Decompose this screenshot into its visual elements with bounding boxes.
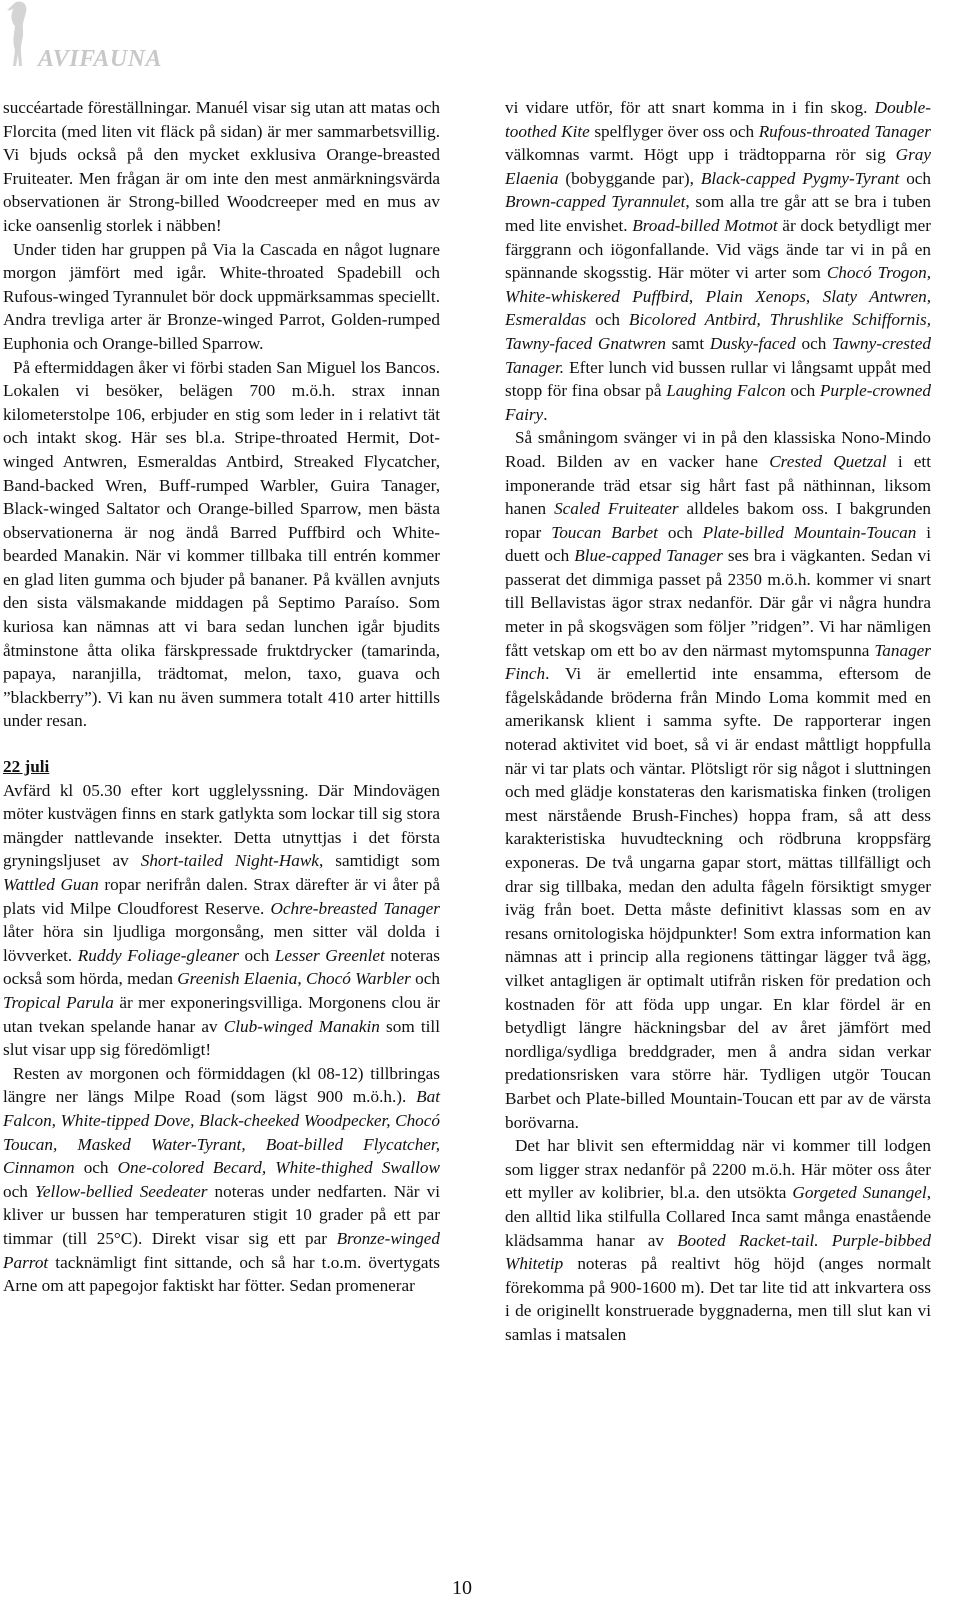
text-span: och <box>74 1158 118 1178</box>
page-header <box>0 0 960 80</box>
paragraph: På eftermiddagen åker vi förbi staden San Miguel los Bancos. Lokalen vi besöker, belägen 700 m.ö.h. strax innan kilometerstolpe 106, erbjuder en stig som leder in i relativt tät och intakt skog. Här ses bl.a. Stripe-throated Hermit, Dot-winged Antwren, Esmeraldas Antbird, Streaked Flycatcher, Band-backed Wren, Buff-rumped Warbler, Guira Tanager, Black-winged Saltator och Orange-billed Sparrow, men bästa observationerna är nog ändå Barred Puffbird och White-bearded Manakin. När vi kommer tillbaka till entrén kommer en glad liten gumma och bjuder på bananer. På kvällen avnjuts den sista välsmakande middagen på Septimo Paraíso. Som kuriosa kan nämnas att vi bara sedan lunchen igår bjudits åtminstone åtta olika färskpressade fruktdrycker (tamarinda, papaya, naranjilla, trädtomat, melon, taxo, guava och ”blackberry”). Vi kan nu även summera totalt 410 arter hittills under resan. <box>3 357 440 731</box>
text-span: ropar nerifrån dalen. Strax därefter är vi åter på plats vid Milpe Cloudforest Reserve. <box>3 875 441 918</box>
species-name: Yellow-bellied Seedeater <box>34 1181 208 1201</box>
species-name: Toucan Barbet <box>551 522 658 542</box>
text-span: och <box>586 310 629 330</box>
species-name: Ruddy Foliage-gleaner <box>77 945 239 965</box>
species-name: Gray Elaenia <box>505 145 931 188</box>
text-span: och <box>785 381 820 401</box>
text-span <box>819 1231 832 1250</box>
paragraph: succéartade föreställningar. Manuél visar sig utan att matas och Florcita (med liten vit fläck på sidan) är mer sammarbetsvillig. Vi bjuds också på den mycket exklusiva Orange-breasted Fruiteater. Men frågan är om inte den mest anmärkningsvärda observationen är Strong-billed Woodcreeper med en mus av icke oansenlig storlek i näbben! <box>3 98 440 235</box>
text-span: (bobyggande par), <box>558 168 701 188</box>
species-name: Chocó Trogon, White-whiskered Puffbird, Plain Xenops, Slaty Antwren, Esmeraldas <box>505 263 931 330</box>
text-span: . <box>543 404 548 424</box>
species-name: Chocó Warbler <box>305 969 411 989</box>
text-span: välkomnas varmt. Högt upp i trädtopparna rör sig <box>505 145 896 165</box>
species-name: Plate-billed Mountain-Toucan <box>702 522 917 542</box>
day-heading: 22 juli <box>3 757 50 777</box>
paragraph <box>3 779 440 1062</box>
page-number: 10 <box>452 1577 472 1599</box>
species-name: Purple-bibbed Whitetip <box>505 1230 932 1274</box>
paragraph <box>505 1134 931 1346</box>
text-span: vi vidare utför, för att snart komma in i fin skog. <box>505 98 875 117</box>
text-span: spelflyger över oss och <box>589 121 759 141</box>
text-span: är mer exponeringsvilliga. Morgonens clou är utan tvekan spelande hanar av <box>3 992 440 1036</box>
text-span: och <box>410 969 440 989</box>
text-span: och <box>795 333 832 353</box>
text-span: som till slut visar upp sig föredömligt! <box>3 1016 440 1060</box>
bird-silhouette-icon <box>6 0 32 80</box>
text-span: , som alla tre går att se bra i tuben med lite envishet. <box>505 192 931 235</box>
left-column <box>3 96 440 1298</box>
text-span: tacknämligt fint sittande, och så har t.o.m. övertygats Arne om att papegojor faktiskt har fötter. Sedan promenerar <box>3 1252 440 1296</box>
species-name: Bicolored Antbird, Thrushlike Schiffornis, Tawny-faced Gnatwren <box>505 310 931 353</box>
text-span: och <box>3 1181 35 1201</box>
species-name: Rufous-throated Tanager <box>758 121 932 141</box>
text-span: i duett och <box>505 522 932 566</box>
species-name: Crested Quetzal <box>769 451 887 471</box>
species-name: Wattled Guan <box>3 875 99 894</box>
text-span: och <box>899 168 932 188</box>
text-span: , den alltid lika stilfulla Collared Inca samt många enastående klädsamma hanar av <box>505 1183 931 1250</box>
right-column <box>505 96 931 1346</box>
text-span: noteras på realtivt hög höjd (anges normalt förekomma på 900-1600 m). Det tar lite tid att inkvartera oss i de originellt konstruerade byggnaderna, men till slut kan vi samlas i matsalen <box>505 1254 931 1344</box>
text-span: ses bra i vägkanten. Sedan vi passerat det dimmiga passet på 2350 m.ö.h. kommer vi snart till Bellavistas ägor strax nedanför. Där går vi några hundra meter in på skogsvägen som följer ”ridgen”. Vi har nämligen fått vetskap om ett bo av den närmast mytomspunna <box>505 546 932 660</box>
species-name: Lesser Greenlet <box>274 945 385 965</box>
species-name: Ochre-breasted Tanager <box>270 898 440 918</box>
species-name: Scaled Fruiteater <box>554 499 679 519</box>
text-span: , <box>297 969 306 989</box>
text-span: och <box>238 945 275 965</box>
paragraph <box>505 426 931 1134</box>
species-name: Short-tailed Night-Hawk <box>140 851 319 871</box>
species-name: Bat Falcon, White-tipped Dove, Black-cheeked Woodpecker, Chocó Toucan, Masked Water-Tyrant, Boat-billed Flycatcher, Cinnamon <box>3 1087 440 1178</box>
species-name: Purple-crowned Fairy <box>505 381 931 424</box>
text-span: Så småningom svänger vi in på den klassiska Nono-Mindo Road. Bilden av en vacker hane <box>505 428 931 471</box>
text-span: . Vi är emellertid inte ensamma, eftersom de fågelskådande bröderna från Mindo Loma kommit med en amerikansk klient i samma syfte. De rapporterar ingen noterad aktivitet vid boet, så vi är endast måttligt hoppfulla när vi tar plats och väntar. Plötsligt rör sig något i sluttningen och med glädje konstateras den karismatiska finken (troligen mest närstående Brush-Finches) hoppa fram, så att dess karakteristiska huvudteckning och rödbruna kroppsfärg exponeras. De två ungarna gapar stort, mättas tillfälligt och drar sig tillbaka, medan den adulta fågeln försiktigt smyger iväg från boet. Detta måste definitivt klassas som en av resans ornitologiska höjdpunkter! Som extra information kan nämnas att i princip alla regionens tättingar lägger två ägg, vilket antagligen är optimalt utifrån risken för predation och kostnaden för att föda upp ungar. En klar fördel är en betydligt längre häckningsbar del av året jämfört med nordliga/sydliga breddgrader, men å andra sidan verkar predationsrisken vara större här. Tydligen utgör Toucan Barbet och Plate-billed Mountain-Toucan ett par av de värsta borövarna. <box>505 664 931 1132</box>
species-name: Tawny-crested Tanager. <box>505 333 931 377</box>
text-span: samt <box>666 333 710 353</box>
text-span: Det har blivit sen eftermiddag när vi kommer till lodgen som ligger strax nedanför på 2200 m.ö.h. Här möter oss åter ett myller av kolibrier, bl.a. den utsökta <box>505 1136 931 1203</box>
species-name: Club-winged Manakin <box>223 1016 380 1036</box>
species-name: Black-capped Pygmy-Tyrant <box>700 168 900 188</box>
text-span: låter höra sin ljudliga morgonsång, men sitter väl dolda i lövverket. <box>3 922 440 965</box>
species-name: Laughing Falcon <box>666 381 786 401</box>
species-name: Blue-capped Tanager <box>574 546 723 566</box>
text-span: noteras också som hörda, medan <box>3 945 440 989</box>
text-span: Efter lunch vid bussen rullar vi långsamt uppåt med stopp för fina obsar på <box>505 357 931 401</box>
text-span: Resten av morgonen och förmiddagen (kl 08-12) tillbringas längre ner längs Milpe Road (som lägst 900 m.ö.h.). <box>3 1063 440 1107</box>
species-name: Brown-capped Tyrannulet <box>505 192 686 212</box>
species-name: Greenish Elaenia <box>177 969 298 989</box>
species-name: Double-toothed Kite <box>505 98 931 141</box>
logo-text: AVIFAUNA <box>38 46 163 72</box>
species-name: Dusky-faced <box>709 333 796 353</box>
text-span: Avfärd kl 05.30 efter kort ugglelyssning. Där Mindovägen möter kustvägen finns en stark gatlykta som lockar till sig stora mängder nattlevande insekter. Detta utnyttjas i det första gryningsljuset av <box>3 780 440 871</box>
species-name: One-colored Becard, White-thighed Swallow <box>117 1158 440 1178</box>
species-name: Tanager Finch <box>505 640 931 684</box>
text-span: , samtidigt som <box>318 851 440 871</box>
paragraph <box>505 96 931 426</box>
species-name: Booted Racket-tail. <box>677 1230 819 1250</box>
text-span: alldeles bakom oss. I bakgrunden ropar <box>505 499 932 542</box>
paragraph: Under tiden har gruppen på Via la Cascada en något lugnare morgon jämfört med igår. White-throated Spadebill och Rufous-winged Tyrannulet bör dock uppmärksammas speciellt. Andra trevliga arter är Bronze-winged Parrot, Golden-rumped Euphonia och Orange-billed Sparrow. <box>3 239 440 353</box>
text-span: och <box>657 522 703 542</box>
species-name: Gorgeted Sunangel <box>792 1183 927 1203</box>
text-span: är dock betydligt mer färggrann och iögonfallande. Vid vägs ände tar vi in på en spännande skogsstig. Här möter vi arter som <box>505 215 932 283</box>
text-span: noteras under nedfarten. När vi kliver ur bussen har temperaturen stigit 10 grader på ett par timmar (till 25°C). Direkt visar sig ett par <box>3 1181 440 1248</box>
species-name: Broad-billed Motmot <box>632 215 778 235</box>
text-span: i ett imponerande träd etsar sig hårt fast på näthinnan, liksom hanen <box>505 451 931 519</box>
paragraph <box>3 1062 440 1298</box>
species-name: Tropical Parula <box>3 992 114 1012</box>
species-name: Bronze-winged Parrot <box>3 1228 440 1272</box>
